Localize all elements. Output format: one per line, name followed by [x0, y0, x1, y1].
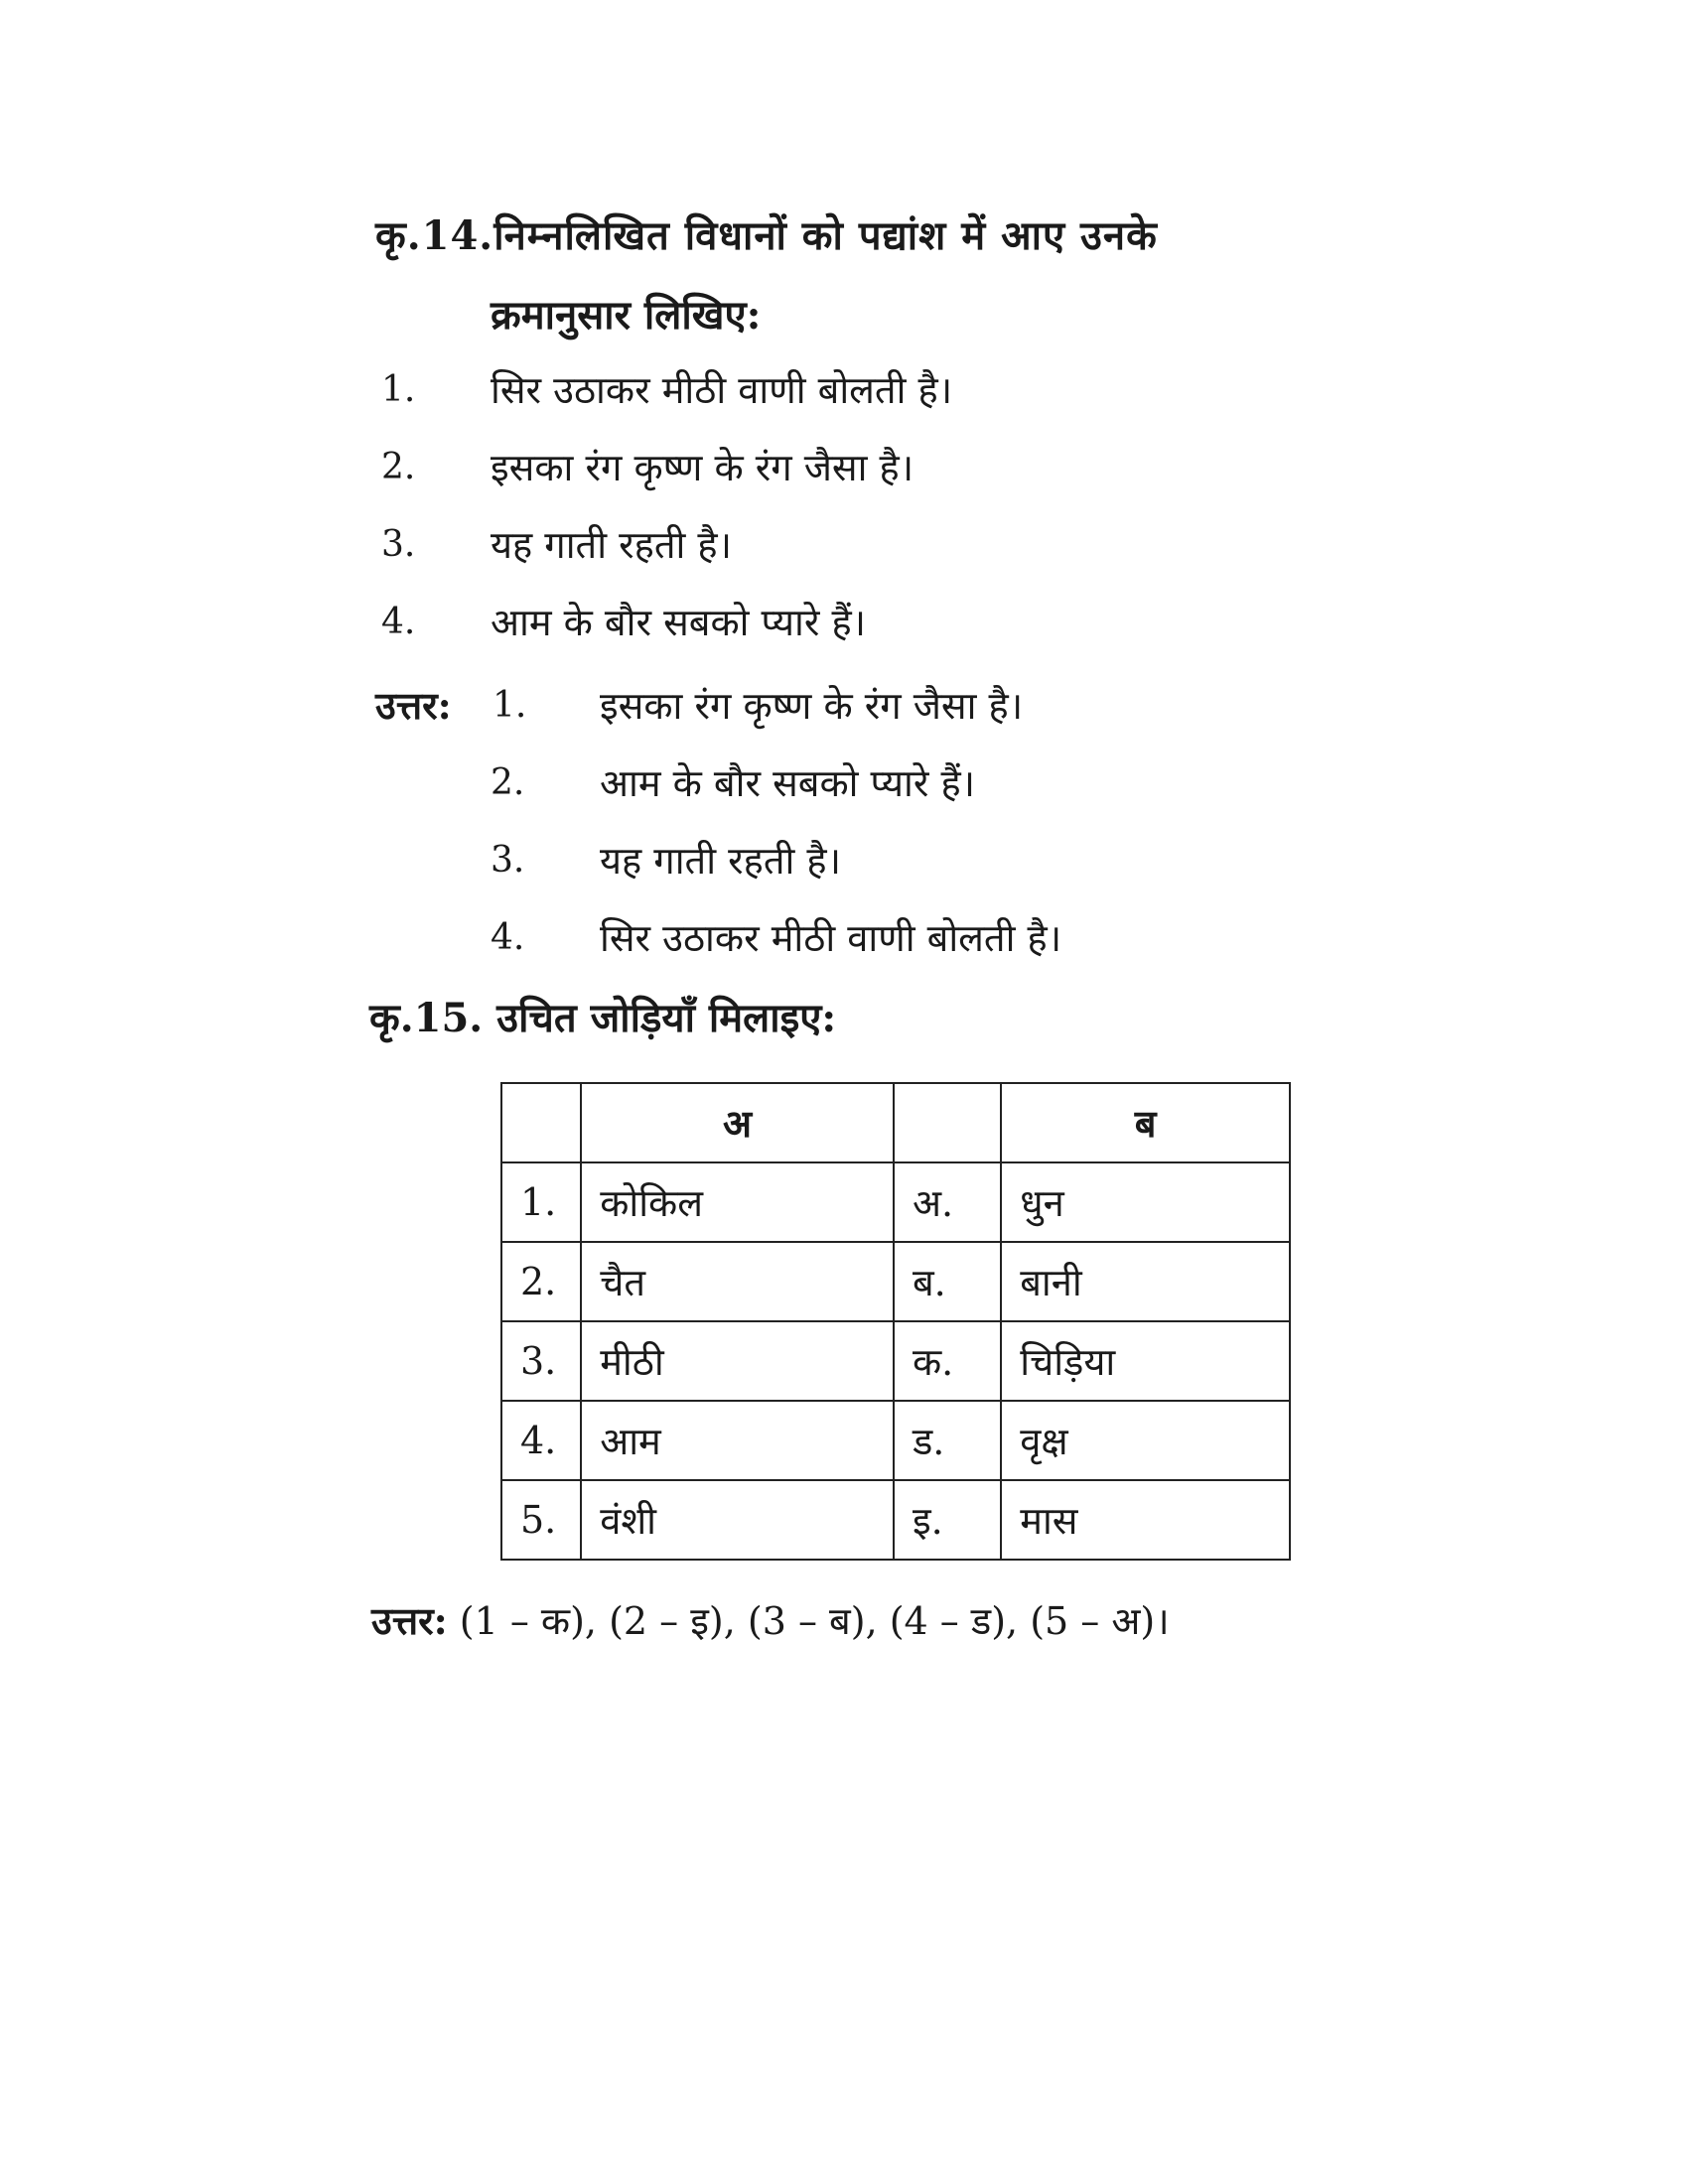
q14-answer-number: 1.: [492, 685, 527, 726]
table-row: [501, 1480, 1290, 1560]
column-b-cell: वृक्ष: [1001, 1401, 1290, 1480]
q14-item-text: सिर उठाकर मीठी वाणी बोलती है।: [491, 368, 953, 412]
column-a-cell: मीठी: [581, 1321, 894, 1401]
q15-title: कृ.15. उचित जोड़ियाँ मिलाइए:: [369, 995, 837, 1041]
table-header-row: [501, 1083, 1290, 1162]
header-column-b: ब: [1001, 1083, 1290, 1162]
row-number: 5.: [501, 1480, 581, 1560]
row-letter: क.: [894, 1321, 1001, 1401]
column-a-cell: वंशी: [581, 1480, 894, 1560]
table-row: [501, 1321, 1290, 1401]
q14-title-line2: क्रमानुसार लिखिए:: [491, 292, 762, 339]
q14-answer-text: सिर उठाकर मीठी वाणी बोलती है।: [600, 916, 1062, 960]
q14-item-number: 4.: [381, 602, 416, 642]
table-row: [501, 1401, 1290, 1480]
header-column-a: अ: [581, 1083, 894, 1162]
q14-answer-number: 3.: [491, 840, 525, 881]
table-row: [501, 1162, 1290, 1242]
column-b-cell: धुन: [1001, 1162, 1290, 1242]
row-number: 3.: [501, 1321, 581, 1401]
row-letter: ब.: [894, 1242, 1001, 1321]
q15-answer-label: उत्तर:: [371, 1598, 448, 1643]
row-number: 1.: [501, 1162, 581, 1242]
header-num-cell: [501, 1083, 581, 1162]
q14-answer-number: 2.: [491, 762, 525, 803]
row-number: 4.: [501, 1401, 581, 1480]
q14-answer-number: 4.: [491, 917, 525, 958]
column-b-cell: बानी: [1001, 1242, 1290, 1321]
column-a-cell: चैत: [581, 1242, 894, 1321]
row-letter: ड.: [894, 1401, 1001, 1480]
q14-item-number: 1.: [381, 369, 416, 410]
column-b-cell: चिड़िया: [1001, 1321, 1290, 1401]
header-letter-cell: [894, 1083, 1001, 1162]
row-number: 2.: [501, 1242, 581, 1321]
q14-item-text: आम के बौर सबको प्यारे हैं।: [491, 601, 867, 644]
q14-item-number: 3.: [381, 524, 416, 565]
row-letter: इ.: [894, 1480, 1001, 1560]
column-b-cell: मास: [1001, 1480, 1290, 1560]
q15-answer-text: (1 – क), (2 – इ), (3 – ब), (4 – ड), (5 – अ)।: [459, 1599, 1170, 1643]
match-table: [500, 1082, 1291, 1561]
q14-answer-text: यह गाती रहती है।: [600, 839, 841, 883]
q14-answer-label: उत्तर:: [375, 683, 452, 728]
column-a-cell: कोकिल: [581, 1162, 894, 1242]
q14-answer-text: इसका रंग कृष्ण के रंग जैसा है।: [600, 684, 1024, 728]
q14-item-number: 2.: [381, 447, 416, 487]
column-a-cell: आम: [581, 1401, 894, 1480]
row-letter: अ.: [894, 1162, 1001, 1242]
table-row: [501, 1242, 1290, 1321]
q14-title-line1: कृ.14.निम्नलिखित विधानों को पद्यांश में आए उनके: [375, 212, 1158, 259]
q15-answer: [371, 1594, 1170, 1646]
q14-item-text: इसका रंग कृष्ण के रंग जैसा है।: [491, 446, 914, 489]
q14-answer-text: आम के बौर सबको प्यारे हैं।: [600, 761, 976, 805]
q14-item-text: यह गाती रहती है।: [491, 523, 732, 567]
